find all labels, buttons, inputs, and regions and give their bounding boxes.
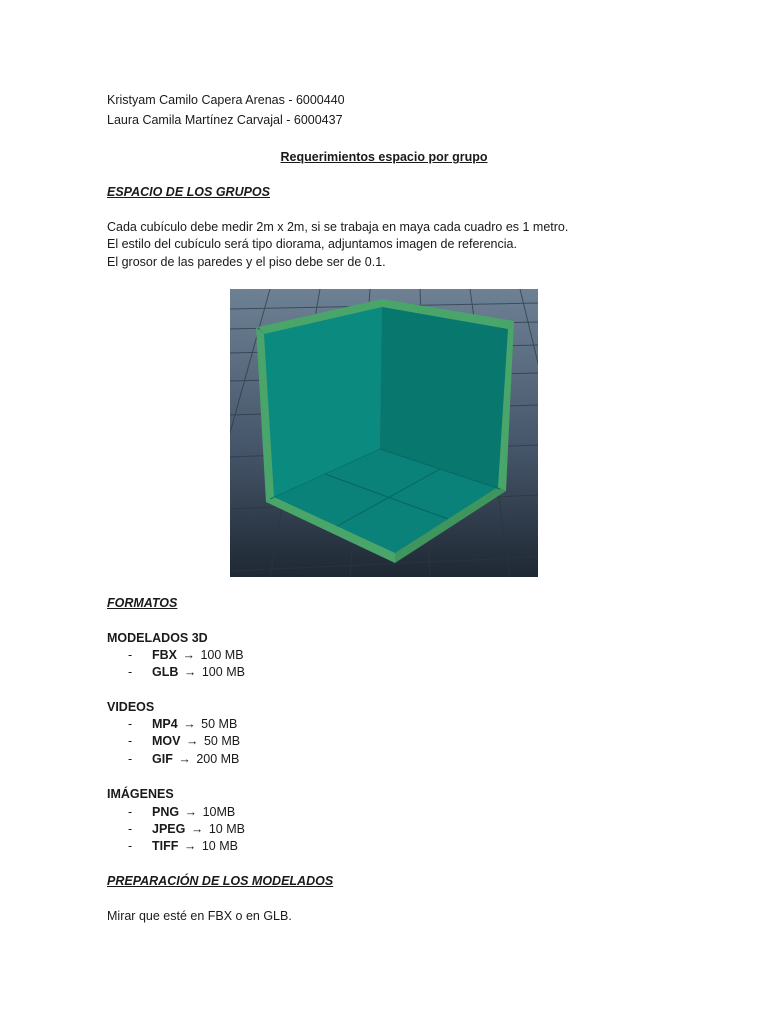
list-item: [128, 647, 244, 664]
group-heading-videos: VIDEOS: [107, 700, 155, 714]
size-limit: 50 MB: [201, 717, 238, 731]
list-marker: -: [128, 717, 133, 731]
list-item: [128, 821, 245, 838]
size-limit: 10 MB: [201, 839, 238, 853]
preparation-text: Mirar que esté en FBX o en GLB.: [107, 909, 292, 923]
list-item: [128, 838, 238, 855]
list-marker: -: [128, 734, 133, 748]
list-item: [128, 716, 237, 733]
size-limit: 50 MB: [203, 734, 241, 748]
cubicle-reference-image: [230, 289, 538, 577]
size-limit: 200 MB: [196, 752, 240, 766]
arrow-right-icon: →: [183, 717, 196, 731]
section-heading-space: ESPACIO DE LOS GRUPOS: [107, 185, 270, 199]
arrow-right-icon: →: [183, 839, 197, 853]
list-marker: -: [128, 665, 133, 679]
list-item: [128, 664, 245, 681]
section-heading-preparation: PREPARACIÓN DE LOS MODELADOS: [107, 874, 334, 888]
format-name: MOV: [152, 734, 181, 748]
space-paragraph-2: El estilo del cubículo será tipo diorama, adjuntamos imagen de referencia.: [107, 237, 517, 251]
list-marker: -: [128, 822, 133, 836]
format-name: MP4: [152, 717, 178, 731]
arrow-right-icon: →: [183, 665, 197, 679]
arrow-right-icon: →: [185, 734, 199, 748]
section-heading-formats: FORMATOS: [107, 596, 178, 610]
list-marker: -: [128, 839, 133, 853]
size-limit: 10MB: [202, 805, 236, 819]
size-limit: 100 MB: [201, 665, 245, 679]
format-name: FBX: [152, 648, 177, 662]
list-item: [128, 804, 235, 821]
format-name: JPEG: [152, 822, 186, 836]
list-marker: -: [128, 752, 133, 766]
space-paragraph-1: Cada cubículo debe medir 2m x 2m, si se trabaja en maya cada cuadro es 1 metro.: [107, 220, 569, 234]
space-paragraph-3: El grosor de las paredes y el piso debe ser de 0.1.: [107, 255, 386, 269]
author-line-2: Laura Camila Martínez Carvajal - 6000437: [107, 113, 343, 127]
diorama-render: [230, 289, 538, 577]
format-name: GLB: [152, 665, 179, 679]
list-item: [128, 751, 239, 768]
list-marker: -: [128, 805, 133, 819]
document-title: Requerimientos espacio por grupo: [280, 150, 488, 164]
group-heading-3d: MODELADOS 3D: [107, 631, 208, 645]
arrow-right-icon: →: [190, 822, 204, 836]
arrow-right-icon: →: [178, 752, 191, 766]
author-line-1: Kristyam Camilo Capera Arenas - 6000440: [107, 93, 345, 107]
format-name: TIFF: [152, 839, 179, 853]
group-heading-images: IMÁGENES: [107, 787, 174, 801]
list-marker: -: [128, 648, 133, 662]
list-item: [128, 733, 240, 750]
arrow-right-icon: →: [182, 648, 195, 662]
format-name: GIF: [152, 752, 173, 766]
size-limit: 10 MB: [208, 822, 245, 836]
arrow-right-icon: →: [184, 805, 198, 819]
format-name: PNG: [152, 805, 180, 819]
size-limit: 100 MB: [200, 648, 244, 662]
